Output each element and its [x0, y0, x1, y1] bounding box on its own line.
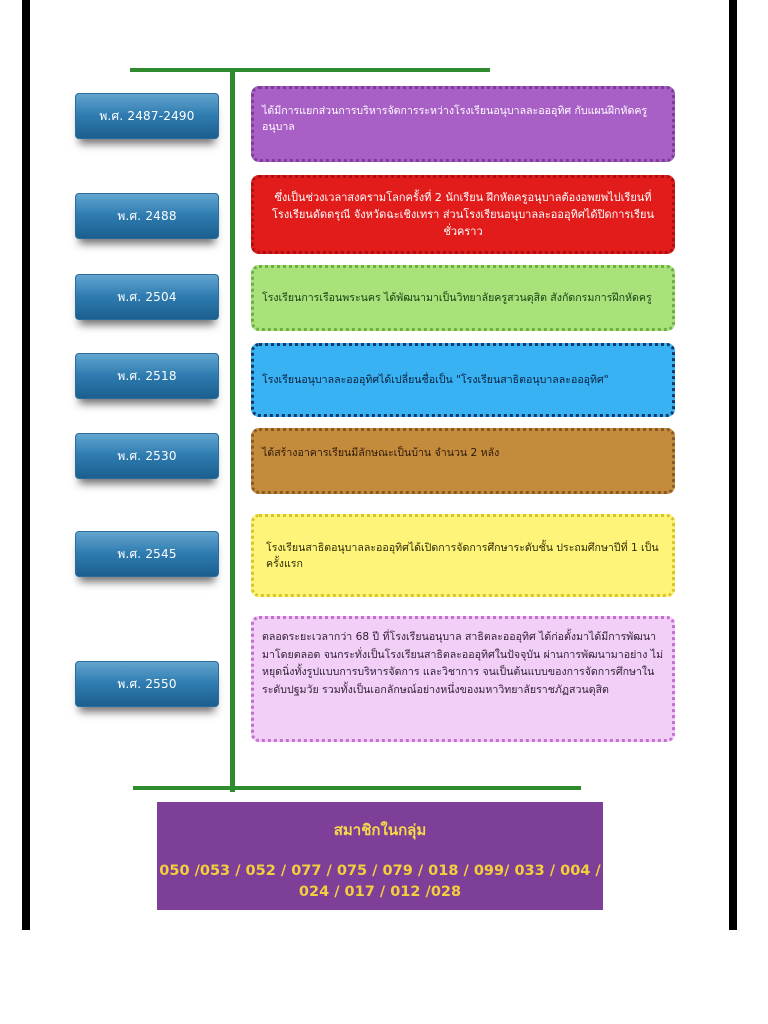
- event-text: ได้มีการแยกส่วนการบริหารจัดการระหว่างโรงเรียนอนุบาลละอออุทิศ กับแผนฝึกหัดครูอนุบาล: [262, 105, 648, 133]
- event-box: [251, 265, 675, 331]
- frame-border-right: [729, 0, 737, 930]
- members-ids: 050 /053 / 052 / 077 / 075 / 079 / 018 / 099/ 033 / 004 / 024 / 017 / 012 /028: [159, 863, 601, 900]
- event-box: [251, 175, 675, 254]
- timeline-top-line: [130, 68, 490, 72]
- members-title: สมาชิกในกลุ่ม: [333, 821, 427, 839]
- year-label: พ.ศ. 2487-2490: [75, 93, 219, 139]
- year-label: พ.ศ. 2545: [75, 531, 219, 577]
- year-label: พ.ศ. 2550: [75, 661, 219, 707]
- event-box: [251, 514, 675, 597]
- event-box: [251, 616, 675, 742]
- event-text: ซึ่งเป็นช่วงเวลาสงครามโลกครั้งที่ 2 นักเรียน ฝึกหัดครูอนุบาลต้องอพยพไปเรียนที่โรงเรียนดัดดรุณี จังหวัดฉะเชิงเทรา ส่วนโรงเรียนอนุบาลละอออุทิศได้ปิดการเรียนชั่วคราว: [272, 191, 654, 238]
- event-text: ตลอดระยะเวลากว่า 68 ปี ที่โรงเรียนอนุบาล สาธิตละอออุทิศ ได้ก่อตั้งมาได้มีการพัฒนามาโดยตลอด จนกระทั่งเป็นโรงเรียนสาธิตละอออุทิศในปัจจุบัน ผ่านการพัฒนามาอย่าง ไม่หยุดนิ่งทั้งรูปแบบการบริหารจัดการ และวิชาการ จนเป็นต้นแบบของการจัดการศึกษาในระดับปฐมวัย รวมทั้งเป็นเอกลักษณ์อย่างหนึ่งของมหาวิทยาลัยราชภัฏสวนดุสิต: [262, 631, 664, 696]
- event-box: [251, 86, 675, 162]
- event-text: โรงเรียนการเรือนพระนคร ได้พัฒนามาเป็นวิทยาลัยครูสวนดุสิต สังกัดกรมการฝึกหัดครู: [262, 292, 652, 304]
- year-label: พ.ศ. 2504: [75, 274, 219, 320]
- year-label: พ.ศ. 2518: [75, 353, 219, 399]
- event-text: โรงเรียนสาธิตอนุบาลละอออุทิศได้เปิดการจัดการศึกษาระดับชั้น ประถมศึกษาปีที่ 1 เป็นครั้งแรก: [266, 541, 659, 570]
- event-box: [251, 343, 675, 417]
- members-panel: [157, 802, 603, 910]
- event-text: ได้สร้างอาคารเรียนมีลักษณะเป็นบ้าน จำนวน 2 หลัง: [262, 447, 500, 459]
- event-box: [251, 428, 675, 494]
- timeline-axis: [230, 70, 235, 792]
- timeline-bottom-line: [133, 786, 581, 790]
- frame-border-left: [22, 0, 30, 930]
- year-label: พ.ศ. 2488: [75, 193, 219, 239]
- year-label: พ.ศ. 2530: [75, 433, 219, 479]
- event-text: โรงเรียนอนุบาลละอออุทิศได้เปลี่ยนชื่อเป็น "โรงเรียนสาธิตอนุบาลละอออุทิศ": [262, 374, 609, 386]
